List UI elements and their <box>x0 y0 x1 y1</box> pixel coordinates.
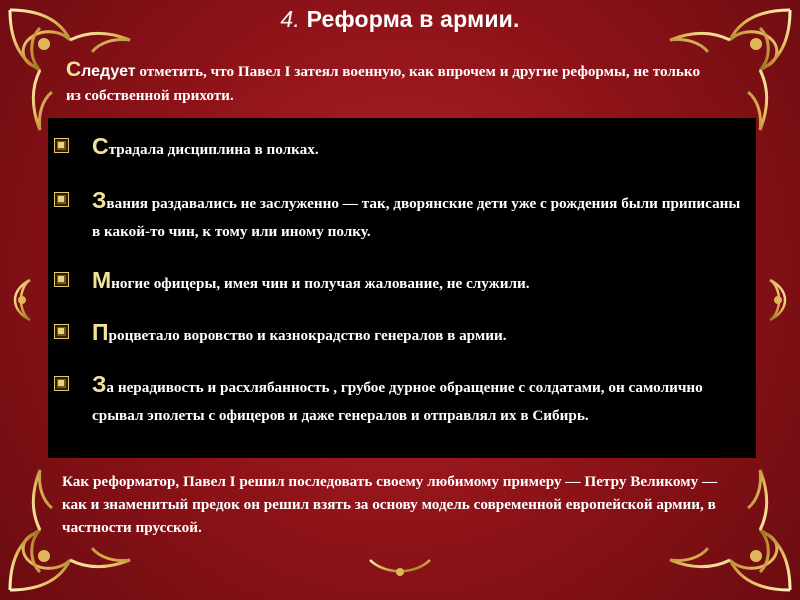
list-item-text <box>92 266 752 298</box>
title-text: Реформа в армии <box>306 6 514 32</box>
side-ornament-right <box>770 280 785 320</box>
outro-paragraph: Как реформатор, Павел I решил последовать своему любимому примеру — Петру Великому — как и знаменитый предок он решил взять за основу модель современной европейской армии, в частности прусской. <box>62 473 718 536</box>
checkbox-square-icon <box>54 138 69 153</box>
slide-title <box>0 6 800 33</box>
side-ornament-left <box>15 280 30 320</box>
intro-initial-letter: С <box>66 58 82 81</box>
title-number: 4. <box>280 6 300 32</box>
checkbox-square-icon <box>54 376 69 391</box>
list-item-text <box>92 318 752 350</box>
intro-text: отметить, что Павел I затеял военную, как впрочем и другие реформы, не только из собственной прихоти. <box>66 63 701 104</box>
list-item-initial: С <box>92 133 109 159</box>
list-item-text <box>92 186 752 246</box>
list-item-body: вания раздавались не заслуженно — так, дворянские дети уже с рождения были приписаны в какой-то чин, к тому или иному полку. <box>92 195 741 240</box>
checkbox-square-icon <box>54 192 69 207</box>
list-item-initial: З <box>92 371 107 397</box>
list-item-initial: З <box>92 187 107 213</box>
bullet-panel <box>48 118 756 458</box>
checkbox-square-icon <box>54 272 69 287</box>
title-dot: . <box>513 6 520 32</box>
bottom-ornament-center <box>370 560 430 576</box>
list-item-body: роцветало воровство и казнокрадство генералов в армии. <box>108 327 507 344</box>
list-item-body: ногие офицеры, имея чин и получая жалование, не служили. <box>111 275 530 292</box>
list-item-body: а нерадивость и расхлябанность , грубое дурное обращение с солдатами, он самолично срывал эполеты с офицеров и даже генералов и отправлял их в Сибирь. <box>92 379 703 424</box>
list-item-text <box>92 132 752 164</box>
checkbox-square-icon <box>54 324 69 339</box>
list-item-body: традала дисциплина в полках. <box>108 141 319 158</box>
list-item-initial: М <box>92 267 112 293</box>
list-item-text <box>92 370 752 430</box>
intro-paragraph <box>66 58 706 108</box>
list-item-initial: П <box>92 319 109 345</box>
intro-first-word: ледует <box>81 63 136 80</box>
